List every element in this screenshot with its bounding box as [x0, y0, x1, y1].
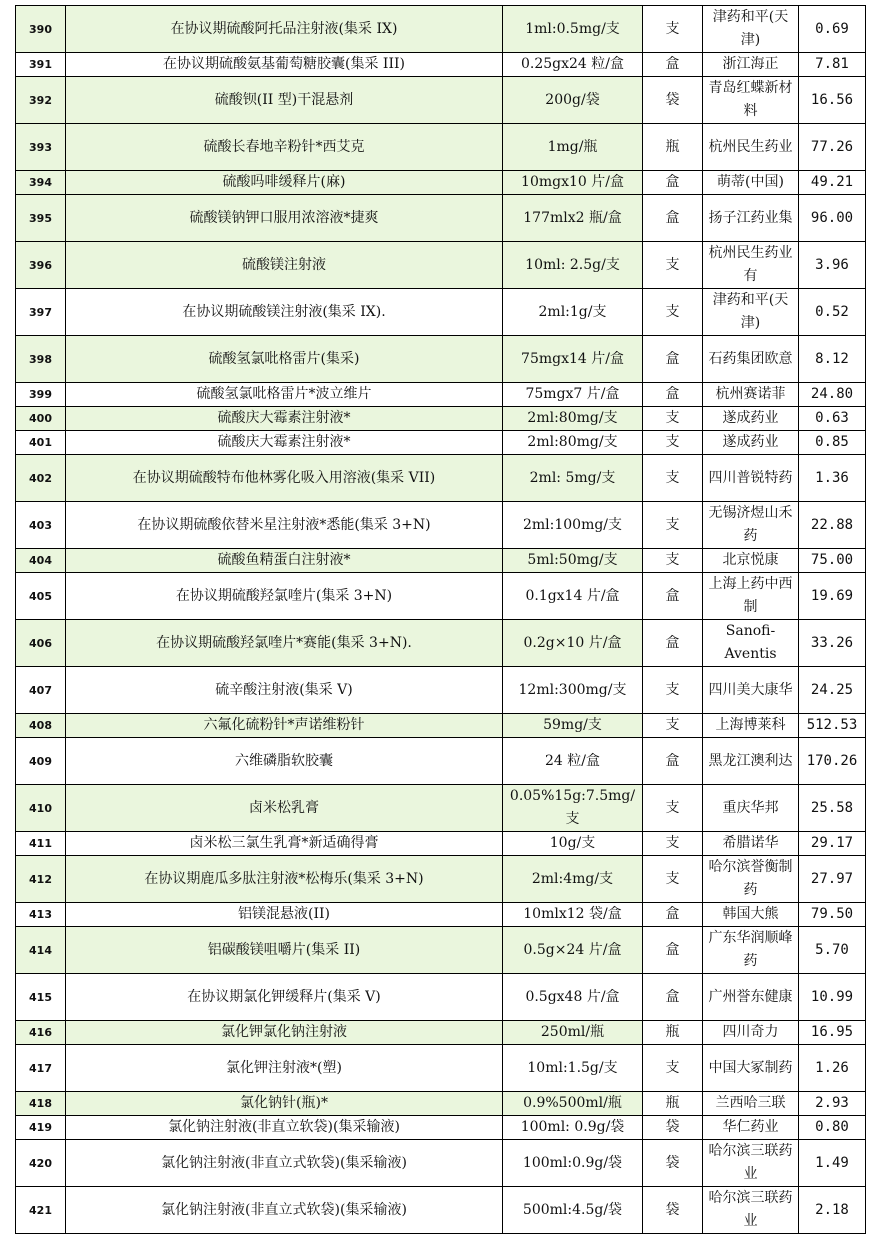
- drug-name-cell: 硫酸镁钠钾口服用浓溶液*捷爽: [66, 195, 503, 242]
- drug-spec-cell: 0.05%15g:7.5mg/支: [503, 785, 643, 832]
- row-number-cell: 391: [16, 53, 66, 77]
- drug-spec-cell: 177mlx2 瓶/盒: [503, 195, 643, 242]
- unit-price-cell: 1.36: [799, 455, 866, 502]
- unit-price-cell: 75.00: [799, 549, 866, 573]
- drug-name-cell: 硫酸氢氯吡格雷片*波立维片: [66, 383, 503, 407]
- pack-unit-cell: 盒: [643, 620, 703, 667]
- drug-name-cell: 硫酸庆大霉素注射液*: [66, 407, 503, 431]
- table-row: [16, 738, 866, 785]
- drug-name-cell: 六氟化硫粉针*声诺维粉针: [66, 714, 503, 738]
- table-row: [16, 124, 866, 171]
- unit-price-cell: 19.69: [799, 573, 866, 620]
- manufacturer-cell: 遂成药业: [703, 407, 799, 431]
- unit-price-cell: 1.26: [799, 1045, 866, 1092]
- table-row: [16, 903, 866, 927]
- manufacturer-cell: 遂成药业: [703, 431, 799, 455]
- unit-price-cell: 33.26: [799, 620, 866, 667]
- manufacturer-cell: Sanofi-Aventis: [703, 620, 799, 667]
- table-row: [16, 1092, 866, 1116]
- table-row: [16, 502, 866, 549]
- table-row: [16, 77, 866, 124]
- drug-name-cell: 在协议期氯化钾缓释片(集采 V): [66, 974, 503, 1021]
- row-number-cell: 408: [16, 714, 66, 738]
- pack-unit-cell: 瓶: [643, 1092, 703, 1116]
- pack-unit-cell: 盒: [643, 903, 703, 927]
- row-number-cell: 392: [16, 77, 66, 124]
- table-row: [16, 1140, 866, 1187]
- unit-price-cell: 0.63: [799, 407, 866, 431]
- table-row: [16, 289, 866, 336]
- table-row: [16, 195, 866, 242]
- table-row: [16, 6, 866, 53]
- unit-price-cell: 3.96: [799, 242, 866, 289]
- manufacturer-cell: 广东华润顺峰药: [703, 927, 799, 974]
- pack-unit-cell: 支: [643, 289, 703, 336]
- unit-price-cell: 1.49: [799, 1140, 866, 1187]
- manufacturer-cell: 四川奇力: [703, 1021, 799, 1045]
- table-row: [16, 856, 866, 903]
- row-number-cell: 405: [16, 573, 66, 620]
- drug-name-cell: 氯化钾注射液*(塑): [66, 1045, 503, 1092]
- table-row: [16, 1021, 866, 1045]
- manufacturer-cell: 哈尔滨三联药业: [703, 1140, 799, 1187]
- pack-unit-cell: 支: [643, 431, 703, 455]
- row-number-cell: 415: [16, 974, 66, 1021]
- manufacturer-cell: 浙江海正: [703, 53, 799, 77]
- table-row: [16, 455, 866, 502]
- manufacturer-cell: 上海上药中西制: [703, 573, 799, 620]
- drug-spec-cell: 10mlx12 袋/盒: [503, 903, 643, 927]
- unit-price-cell: 5.70: [799, 927, 866, 974]
- manufacturer-cell: 兰西哈三联: [703, 1092, 799, 1116]
- pack-unit-cell: 支: [643, 856, 703, 903]
- pack-unit-cell: 袋: [643, 1187, 703, 1234]
- manufacturer-cell: 津药和平(天津): [703, 289, 799, 336]
- manufacturer-cell: 上海博莱科: [703, 714, 799, 738]
- row-number-cell: 409: [16, 738, 66, 785]
- drug-spec-cell: 2ml:100mg/支: [503, 502, 643, 549]
- table-row: [16, 171, 866, 195]
- unit-price-cell: 10.99: [799, 974, 866, 1021]
- row-number-cell: 413: [16, 903, 66, 927]
- drug-name-cell: 在协议期硫酸阿托品注射液(集采 IX): [66, 6, 503, 53]
- row-number-cell: 406: [16, 620, 66, 667]
- row-number-cell: 403: [16, 502, 66, 549]
- manufacturer-cell: 杭州民生药业: [703, 124, 799, 171]
- unit-price-cell: 2.18: [799, 1187, 866, 1234]
- manufacturer-cell: 无锡济煜山禾药: [703, 502, 799, 549]
- drug-spec-cell: 5ml:50mg/支: [503, 549, 643, 573]
- drug-name-cell: 卤米松三氯生乳膏*新适确得膏: [66, 832, 503, 856]
- table-row: [16, 383, 866, 407]
- pack-unit-cell: 盒: [643, 573, 703, 620]
- row-number-cell: 390: [16, 6, 66, 53]
- drug-spec-cell: 59mg/支: [503, 714, 643, 738]
- drug-name-cell: 在协议期硫酸羟氯喹片(集采 3+N): [66, 573, 503, 620]
- table-row: [16, 53, 866, 77]
- unit-price-cell: 25.58: [799, 785, 866, 832]
- manufacturer-cell: 萌蒂(中国): [703, 171, 799, 195]
- drug-name-cell: 氯化钠注射液(非直立式软袋)(集采输液): [66, 1187, 503, 1234]
- drug-spec-cell: 100ml:0.9g/袋: [503, 1140, 643, 1187]
- unit-price-cell: 170.26: [799, 738, 866, 785]
- manufacturer-cell: 中国大冢制药: [703, 1045, 799, 1092]
- manufacturer-cell: 黑龙江澳利达: [703, 738, 799, 785]
- manufacturer-cell: 石药集团欧意: [703, 336, 799, 383]
- table-row: [16, 573, 866, 620]
- pack-unit-cell: 支: [643, 242, 703, 289]
- pack-unit-cell: 盒: [643, 336, 703, 383]
- manufacturer-cell: 杭州民生药业有: [703, 242, 799, 289]
- pack-unit-cell: 盒: [643, 171, 703, 195]
- table-row: [16, 785, 866, 832]
- drug-spec-cell: 2ml:80mg/支: [503, 431, 643, 455]
- pack-unit-cell: 盒: [643, 383, 703, 407]
- row-number-cell: 419: [16, 1116, 66, 1140]
- manufacturer-cell: 韩国大熊: [703, 903, 799, 927]
- row-number-cell: 400: [16, 407, 66, 431]
- drug-spec-cell: 250ml/瓶: [503, 1021, 643, 1045]
- table-row: [16, 336, 866, 383]
- pack-unit-cell: 支: [643, 6, 703, 53]
- drug-spec-cell: 1mg/瓶: [503, 124, 643, 171]
- unit-price-cell: 0.69: [799, 6, 866, 53]
- unit-price-cell: 24.80: [799, 383, 866, 407]
- drug-name-cell: 在协议期硫酸羟氯喹片*赛能(集采 3+N).: [66, 620, 503, 667]
- row-number-cell: 420: [16, 1140, 66, 1187]
- drug-spec-cell: 10mgx10 片/盒: [503, 171, 643, 195]
- row-number-cell: 411: [16, 832, 66, 856]
- drug-name-cell: 硫酸鱼精蛋白注射液*: [66, 549, 503, 573]
- unit-price-cell: 29.17: [799, 832, 866, 856]
- unit-price-cell: 512.53: [799, 714, 866, 738]
- drug-spec-cell: 0.2g×10 片/盒: [503, 620, 643, 667]
- drug-spec-cell: 200g/袋: [503, 77, 643, 124]
- manufacturer-cell: 津药和平(天津): [703, 6, 799, 53]
- drug-spec-cell: 75mgx7 片/盒: [503, 383, 643, 407]
- row-number-cell: 407: [16, 667, 66, 714]
- unit-price-cell: 0.85: [799, 431, 866, 455]
- unit-price-cell: 8.12: [799, 336, 866, 383]
- drug-spec-cell: 2ml:1g/支: [503, 289, 643, 336]
- drug-spec-cell: 100ml: 0.9g/袋: [503, 1116, 643, 1140]
- pack-unit-cell: 盒: [643, 974, 703, 1021]
- unit-price-cell: 24.25: [799, 667, 866, 714]
- drug-name-cell: 在协议期硫酸特布他林雾化吸入用溶液(集采 VII): [66, 455, 503, 502]
- drug-name-cell: 硫辛酸注射液(集采 V): [66, 667, 503, 714]
- manufacturer-cell: 华仁药业: [703, 1116, 799, 1140]
- pack-unit-cell: 支: [643, 832, 703, 856]
- drug-price-table: [15, 5, 866, 1234]
- pack-unit-cell: 袋: [643, 1140, 703, 1187]
- drug-name-cell: 卤米松乳膏: [66, 785, 503, 832]
- pack-unit-cell: 支: [643, 1045, 703, 1092]
- drug-name-cell: 氯化钠注射液(非直立式软袋)(集采输液): [66, 1140, 503, 1187]
- drug-name-cell: 六维磷脂软胶囊: [66, 738, 503, 785]
- row-number-cell: 393: [16, 124, 66, 171]
- pack-unit-cell: 瓶: [643, 1021, 703, 1045]
- manufacturer-cell: 北京悦康: [703, 549, 799, 573]
- drug-spec-cell: 0.25gx24 粒/盒: [503, 53, 643, 77]
- drug-spec-cell: 0.1gx14 片/盒: [503, 573, 643, 620]
- row-number-cell: 394: [16, 171, 66, 195]
- drug-name-cell: 硫酸镁注射液: [66, 242, 503, 289]
- table-row: [16, 974, 866, 1021]
- manufacturer-cell: 广州誉东健康: [703, 974, 799, 1021]
- unit-price-cell: 0.52: [799, 289, 866, 336]
- unit-price-cell: 49.21: [799, 171, 866, 195]
- pack-unit-cell: 支: [643, 407, 703, 431]
- drug-spec-cell: 10ml:1.5g/支: [503, 1045, 643, 1092]
- table-row: [16, 549, 866, 573]
- table-row: [16, 1045, 866, 1092]
- drug-spec-cell: 12ml:300mg/支: [503, 667, 643, 714]
- pack-unit-cell: 盒: [643, 53, 703, 77]
- manufacturer-cell: 四川美大康华: [703, 667, 799, 714]
- drug-name-cell: 铝碳酸镁咀嚼片(集采 II): [66, 927, 503, 974]
- unit-price-cell: 22.88: [799, 502, 866, 549]
- table-row: [16, 620, 866, 667]
- pack-unit-cell: 支: [643, 549, 703, 573]
- drug-name-cell: 硫酸氢氯吡格雷片(集采): [66, 336, 503, 383]
- table-row: [16, 1116, 866, 1140]
- pack-unit-cell: 盒: [643, 927, 703, 974]
- drug-name-cell: 硫酸庆大霉素注射液*: [66, 431, 503, 455]
- row-number-cell: 399: [16, 383, 66, 407]
- manufacturer-cell: 哈尔滨誉衡制药: [703, 856, 799, 903]
- unit-price-cell: 79.50: [799, 903, 866, 927]
- drug-spec-cell: 10ml: 2.5g/支: [503, 242, 643, 289]
- drug-spec-cell: 1ml:0.5mg/支: [503, 6, 643, 53]
- drug-name-cell: 硫酸长春地辛粉针*西艾克: [66, 124, 503, 171]
- manufacturer-cell: 四川普锐特药: [703, 455, 799, 502]
- table-row: [16, 242, 866, 289]
- unit-price-cell: 0.80: [799, 1116, 866, 1140]
- row-number-cell: 421: [16, 1187, 66, 1234]
- table-row: [16, 927, 866, 974]
- drug-spec-cell: 500ml:4.5g/袋: [503, 1187, 643, 1234]
- manufacturer-cell: 重庆华邦: [703, 785, 799, 832]
- pack-unit-cell: 支: [643, 785, 703, 832]
- row-number-cell: 397: [16, 289, 66, 336]
- row-number-cell: 404: [16, 549, 66, 573]
- unit-price-cell: 16.95: [799, 1021, 866, 1045]
- manufacturer-cell: 扬子江药业集: [703, 195, 799, 242]
- row-number-cell: 395: [16, 195, 66, 242]
- unit-price-cell: 27.97: [799, 856, 866, 903]
- drug-spec-cell: 10g/支: [503, 832, 643, 856]
- pack-unit-cell: 支: [643, 714, 703, 738]
- drug-spec-cell: 24 粒/盒: [503, 738, 643, 785]
- manufacturer-cell: 青岛红蝶新材料: [703, 77, 799, 124]
- drug-spec-cell: 2ml:4mg/支: [503, 856, 643, 903]
- drug-name-cell: 氯化钾氯化钠注射液: [66, 1021, 503, 1045]
- drug-spec-cell: 75mgx14 片/盒: [503, 336, 643, 383]
- drug-name-cell: 在协议期硫酸依替米星注射液*悉能(集采 3+N): [66, 502, 503, 549]
- pack-unit-cell: 袋: [643, 77, 703, 124]
- pack-unit-cell: 瓶: [643, 124, 703, 171]
- pack-unit-cell: 盒: [643, 738, 703, 785]
- drug-name-cell: 在协议期硫酸氨基葡萄糖胶囊(集采 III): [66, 53, 503, 77]
- row-number-cell: 396: [16, 242, 66, 289]
- unit-price-cell: 77.26: [799, 124, 866, 171]
- unit-price-cell: 16.56: [799, 77, 866, 124]
- drug-spec-cell: 0.5gx48 片/盒: [503, 974, 643, 1021]
- pack-unit-cell: 支: [643, 455, 703, 502]
- table-row: [16, 407, 866, 431]
- table-row: [16, 714, 866, 738]
- row-number-cell: 416: [16, 1021, 66, 1045]
- drug-name-cell: 硫酸吗啡缓释片(麻): [66, 171, 503, 195]
- drug-name-cell: 氯化钠注射液(非直立软袋)(集采输液): [66, 1116, 503, 1140]
- table-row: [16, 1187, 866, 1234]
- drug-spec-cell: 2ml: 5mg/支: [503, 455, 643, 502]
- row-number-cell: 414: [16, 927, 66, 974]
- drug-name-cell: 铝镁混悬液(II): [66, 903, 503, 927]
- row-number-cell: 398: [16, 336, 66, 383]
- table-body: [16, 6, 866, 1234]
- unit-price-cell: 7.81: [799, 53, 866, 77]
- row-number-cell: 402: [16, 455, 66, 502]
- drug-name-cell: 在协议期鹿瓜多肽注射液*松梅乐(集采 3+N): [66, 856, 503, 903]
- row-number-cell: 418: [16, 1092, 66, 1116]
- pack-unit-cell: 支: [643, 502, 703, 549]
- table-row: [16, 667, 866, 714]
- unit-price-cell: 2.93: [799, 1092, 866, 1116]
- manufacturer-cell: 杭州赛诺菲: [703, 383, 799, 407]
- row-number-cell: 401: [16, 431, 66, 455]
- manufacturer-cell: 希腊诺华: [703, 832, 799, 856]
- drug-name-cell: 硫酸钡(II 型)干混悬剂: [66, 77, 503, 124]
- row-number-cell: 412: [16, 856, 66, 903]
- drug-name-cell: 氯化钠针(瓶)*: [66, 1092, 503, 1116]
- row-number-cell: 417: [16, 1045, 66, 1092]
- pack-unit-cell: 盒: [643, 195, 703, 242]
- pack-unit-cell: 袋: [643, 1116, 703, 1140]
- unit-price-cell: 96.00: [799, 195, 866, 242]
- manufacturer-cell: 哈尔滨三联药业: [703, 1187, 799, 1234]
- row-number-cell: 410: [16, 785, 66, 832]
- drug-spec-cell: 0.9%500ml/瓶: [503, 1092, 643, 1116]
- table-row: [16, 832, 866, 856]
- table-row: [16, 431, 866, 455]
- pack-unit-cell: 支: [643, 667, 703, 714]
- drug-spec-cell: 2ml:80mg/支: [503, 407, 643, 431]
- drug-name-cell: 在协议期硫酸镁注射液(集采 IX).: [66, 289, 503, 336]
- drug-spec-cell: 0.5g×24 片/盒: [503, 927, 643, 974]
